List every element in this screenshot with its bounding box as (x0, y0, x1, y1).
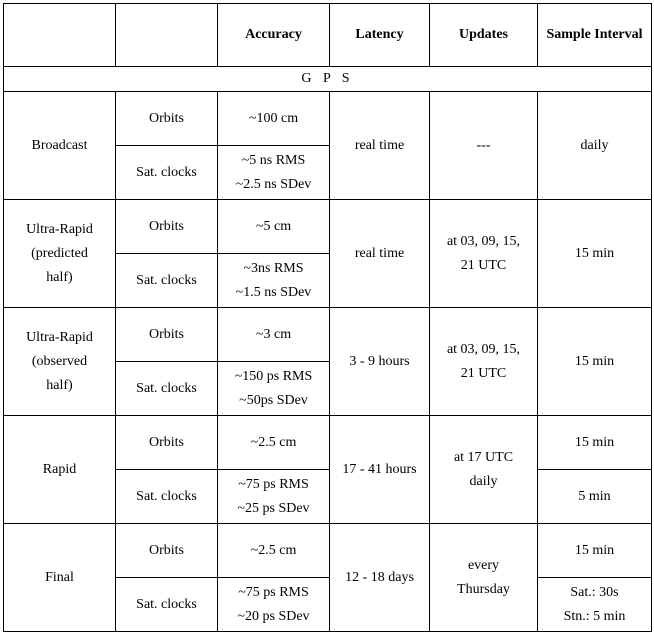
sample-interval-cell: 5 min (538, 470, 652, 524)
header-accuracy: Accuracy (218, 4, 330, 67)
latency-cell: 12 - 18 days (330, 524, 430, 632)
latency-cell: real time (330, 92, 430, 200)
sample-interval-cell: 15 min (538, 200, 652, 308)
component-label: Sat. clocks (116, 362, 218, 416)
updates-cell: at 03, 09, 15, 21 UTC (430, 200, 538, 308)
sample-interval-cell: daily (538, 92, 652, 200)
sample-interval-cell: 15 min (538, 308, 652, 416)
updates-cell: at 17 UTC daily (430, 416, 538, 524)
product-name: Rapid (4, 416, 116, 524)
component-label: Orbits (116, 200, 218, 254)
component-label: Sat. clocks (116, 254, 218, 308)
accuracy-cell: ~5 cm (218, 200, 330, 254)
accuracy-cell: ~75 ps RMS ~20 ps SDev (218, 578, 330, 632)
accuracy-cell: ~150 ps RMS ~50ps SDev (218, 362, 330, 416)
accuracy-cell: ~3ns RMS ~1.5 ns SDev (218, 254, 330, 308)
product-name: Ultra-Rapid (observed half) (4, 308, 116, 416)
latency-cell: 3 - 9 hours (330, 308, 430, 416)
product-name: Final (4, 524, 116, 632)
component-label: Orbits (116, 416, 218, 470)
latency-cell: 17 - 41 hours (330, 416, 430, 524)
accuracy-cell: ~5 ns RMS ~2.5 ns SDev (218, 146, 330, 200)
accuracy-cell: ~2.5 cm (218, 524, 330, 578)
table-row (4, 200, 652, 254)
table-row (4, 92, 652, 146)
table-row (4, 524, 652, 578)
header-row (4, 4, 652, 67)
table-row (4, 308, 652, 362)
table-row (4, 416, 652, 470)
updates-cell: every Thursday (430, 524, 538, 632)
updates-cell: --- (430, 92, 538, 200)
product-name: Ultra-Rapid (predicted half) (4, 200, 116, 308)
accuracy-cell: ~2.5 cm (218, 416, 330, 470)
sample-interval-cell: 15 min (538, 524, 652, 578)
product-name: Broadcast (4, 92, 116, 200)
header-latency: Latency (330, 4, 430, 67)
latency-cell: real time (330, 200, 430, 308)
gps-products-table (3, 3, 652, 632)
component-label: Sat. clocks (116, 146, 218, 200)
updates-cell: at 03, 09, 15, 21 UTC (430, 308, 538, 416)
section-row (4, 67, 652, 92)
component-label: Orbits (116, 524, 218, 578)
sample-interval-cell: 15 min (538, 416, 652, 470)
component-label: Sat. clocks (116, 578, 218, 632)
component-label: Orbits (116, 308, 218, 362)
header-component (116, 4, 218, 67)
accuracy-cell: ~75 ps RMS ~25 ps SDev (218, 470, 330, 524)
header-updates: Updates (430, 4, 538, 67)
sample-interval-cell: Sat.: 30s Stn.: 5 min (538, 578, 652, 632)
component-label: Orbits (116, 92, 218, 146)
header-product (4, 4, 116, 67)
component-label: Sat. clocks (116, 470, 218, 524)
section-label: G P S (4, 67, 652, 92)
accuracy-cell: ~100 cm (218, 92, 330, 146)
header-sample-interval: Sample Interval (538, 4, 652, 67)
accuracy-cell: ~3 cm (218, 308, 330, 362)
